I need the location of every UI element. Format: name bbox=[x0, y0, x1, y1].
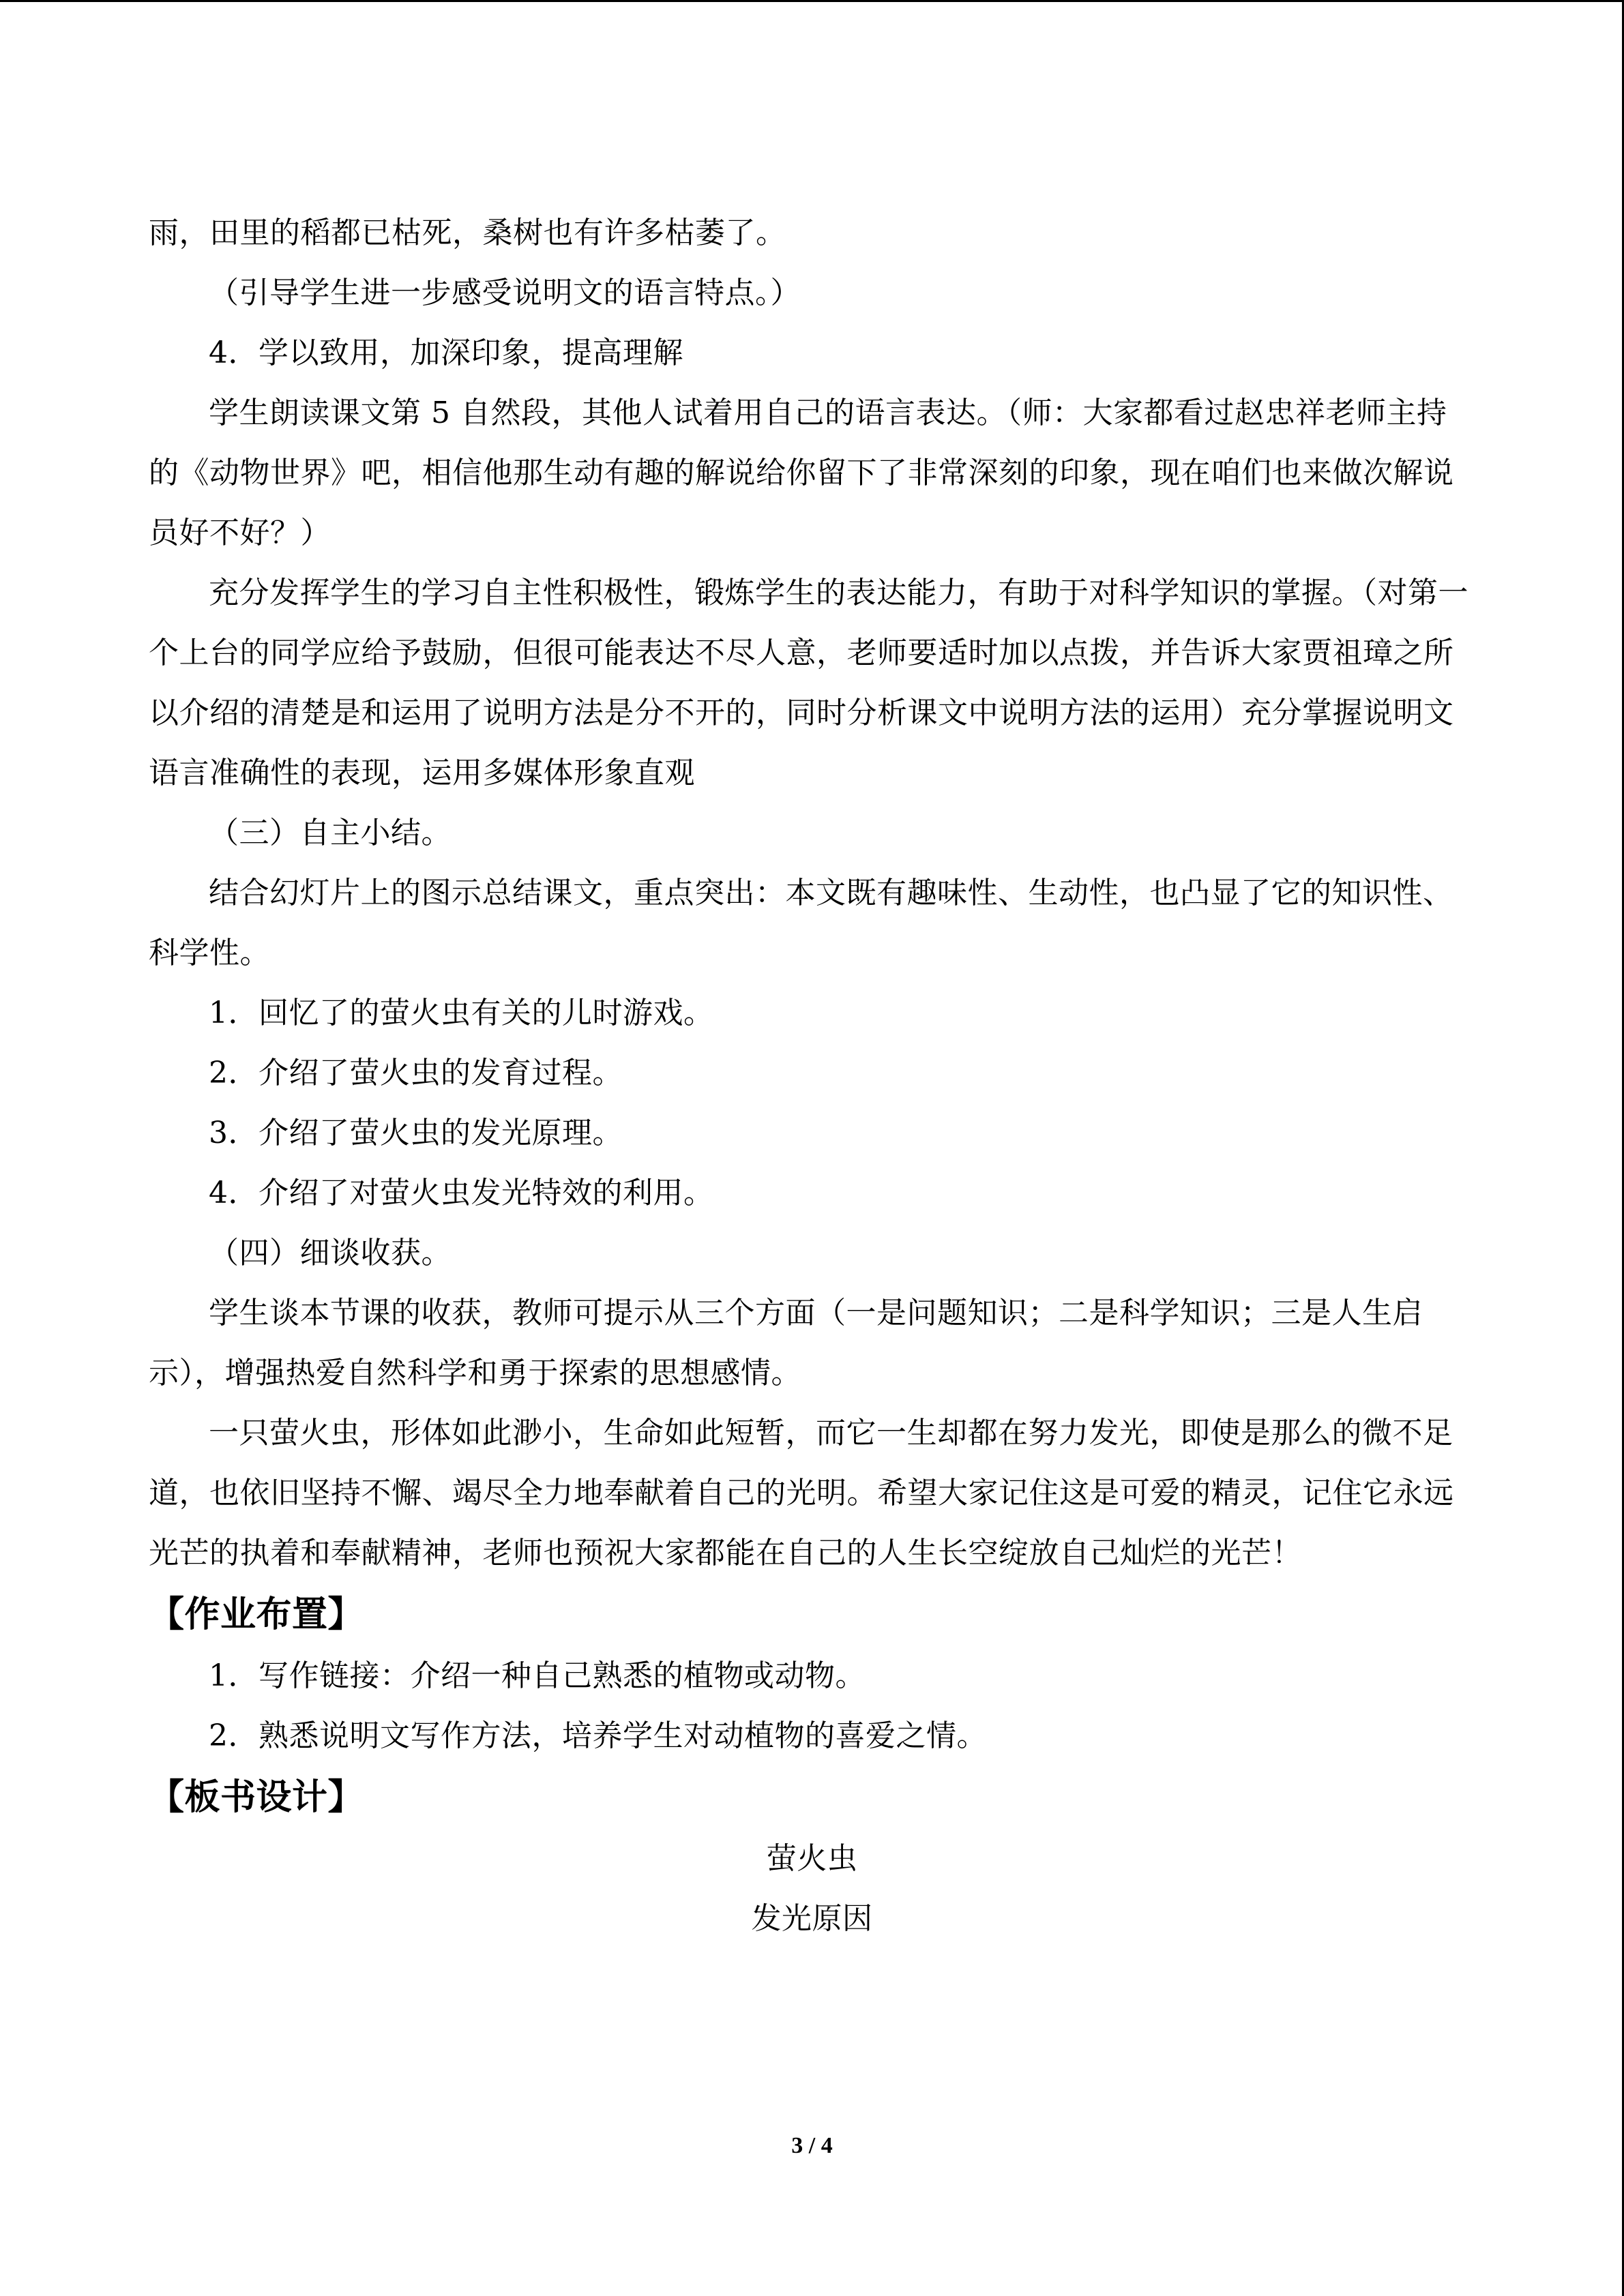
list-item: 4．介绍了对萤火虫发光特效的利用。 bbox=[209, 1176, 714, 1210]
document-body bbox=[149, 203, 1475, 1949]
list-item: 3．介绍了萤火虫的发光原理。 bbox=[209, 1116, 623, 1150]
paragraph: （引导学生进一步感受说明文的语言特点。） bbox=[209, 275, 801, 310]
paragraph: 一只萤火虫，形体如此渺小，生命如此短暂，而它一生却都在努力发光，即使是那么的微不足道，也依旧坚持不懈、竭尽全力地奉献着自己的光明。希望大家记住这是可爱的精灵，记住它永远光芒的执着和奉献精神，老师也预祝大家都能在自己的人生长空绽放自己灿烂的光芒！ bbox=[149, 1416, 1454, 1570]
page-top-border bbox=[0, 0, 1624, 2]
paragraph: （三）自主小结。 bbox=[209, 816, 452, 850]
paragraph: （四）细谈收获。 bbox=[209, 1236, 452, 1270]
board-design bbox=[149, 1829, 1475, 1949]
list-item: 2．介绍了萤火虫的发育过程。 bbox=[209, 1056, 623, 1090]
board-line: 萤火虫 bbox=[766, 1841, 858, 1876]
list-item: 1．回忆了的萤火虫有关的儿时游戏。 bbox=[209, 996, 714, 1030]
paragraph: 雨，田里的稻都已枯死，桑树也有许多枯萎了。 bbox=[149, 215, 786, 250]
board-design-heading: 【板书设计】 bbox=[149, 1777, 364, 1818]
homework-heading: 【作业布置】 bbox=[149, 1594, 364, 1635]
paragraph: 学生谈本节课的收获，教师可提示从三个方面（一是问题知识；二是科学知识；三是人生启示），增强热爱自然科学和勇于探索的思想感情。 bbox=[149, 1296, 1423, 1390]
page-number: 3 / 4 bbox=[791, 2133, 833, 2158]
homework-item: 2．熟悉说明文写作方法，培养学生对动植物的喜爱之情。 bbox=[209, 1718, 987, 1753]
paragraph: 4．学以致用，加深印象，提高理解 bbox=[209, 336, 683, 370]
homework-item: 1．写作链接：介绍一种自己熟悉的植物或动物。 bbox=[209, 1658, 866, 1693]
paragraph: 学生朗读课文第 5 自然段，其他人试着用自己的语言表达。（师：大家都看过赵忠祥老师主持的《动物世界》吧，相信他那生动有趣的解说给你留下了非常深刻的印象，现在咱们也来做次解说员好不好？） bbox=[149, 396, 1454, 550]
paragraph: 充分发挥学生的学习自主性积极性，锻炼学生的表达能力，有助于对科学知识的掌握。（对第一个上台的同学应给予鼓励，但很可能表达不尽人意，老师要适时加以点拨，并告诉大家贾祖璋之所以介绍的清楚是和运用了说明方法是分不开的，同时分析课文中说明方法的运用）充分掌握说明文语言准确性的表现，运用多媒体形象直观 bbox=[149, 576, 1468, 790]
paragraph: 结合幻灯片上的图示总结课文，重点突出：本文既有趣味性、生动性，也凸显了它的知识性、科学性。 bbox=[149, 876, 1453, 970]
board-line: 发光原因 bbox=[751, 1901, 873, 1936]
